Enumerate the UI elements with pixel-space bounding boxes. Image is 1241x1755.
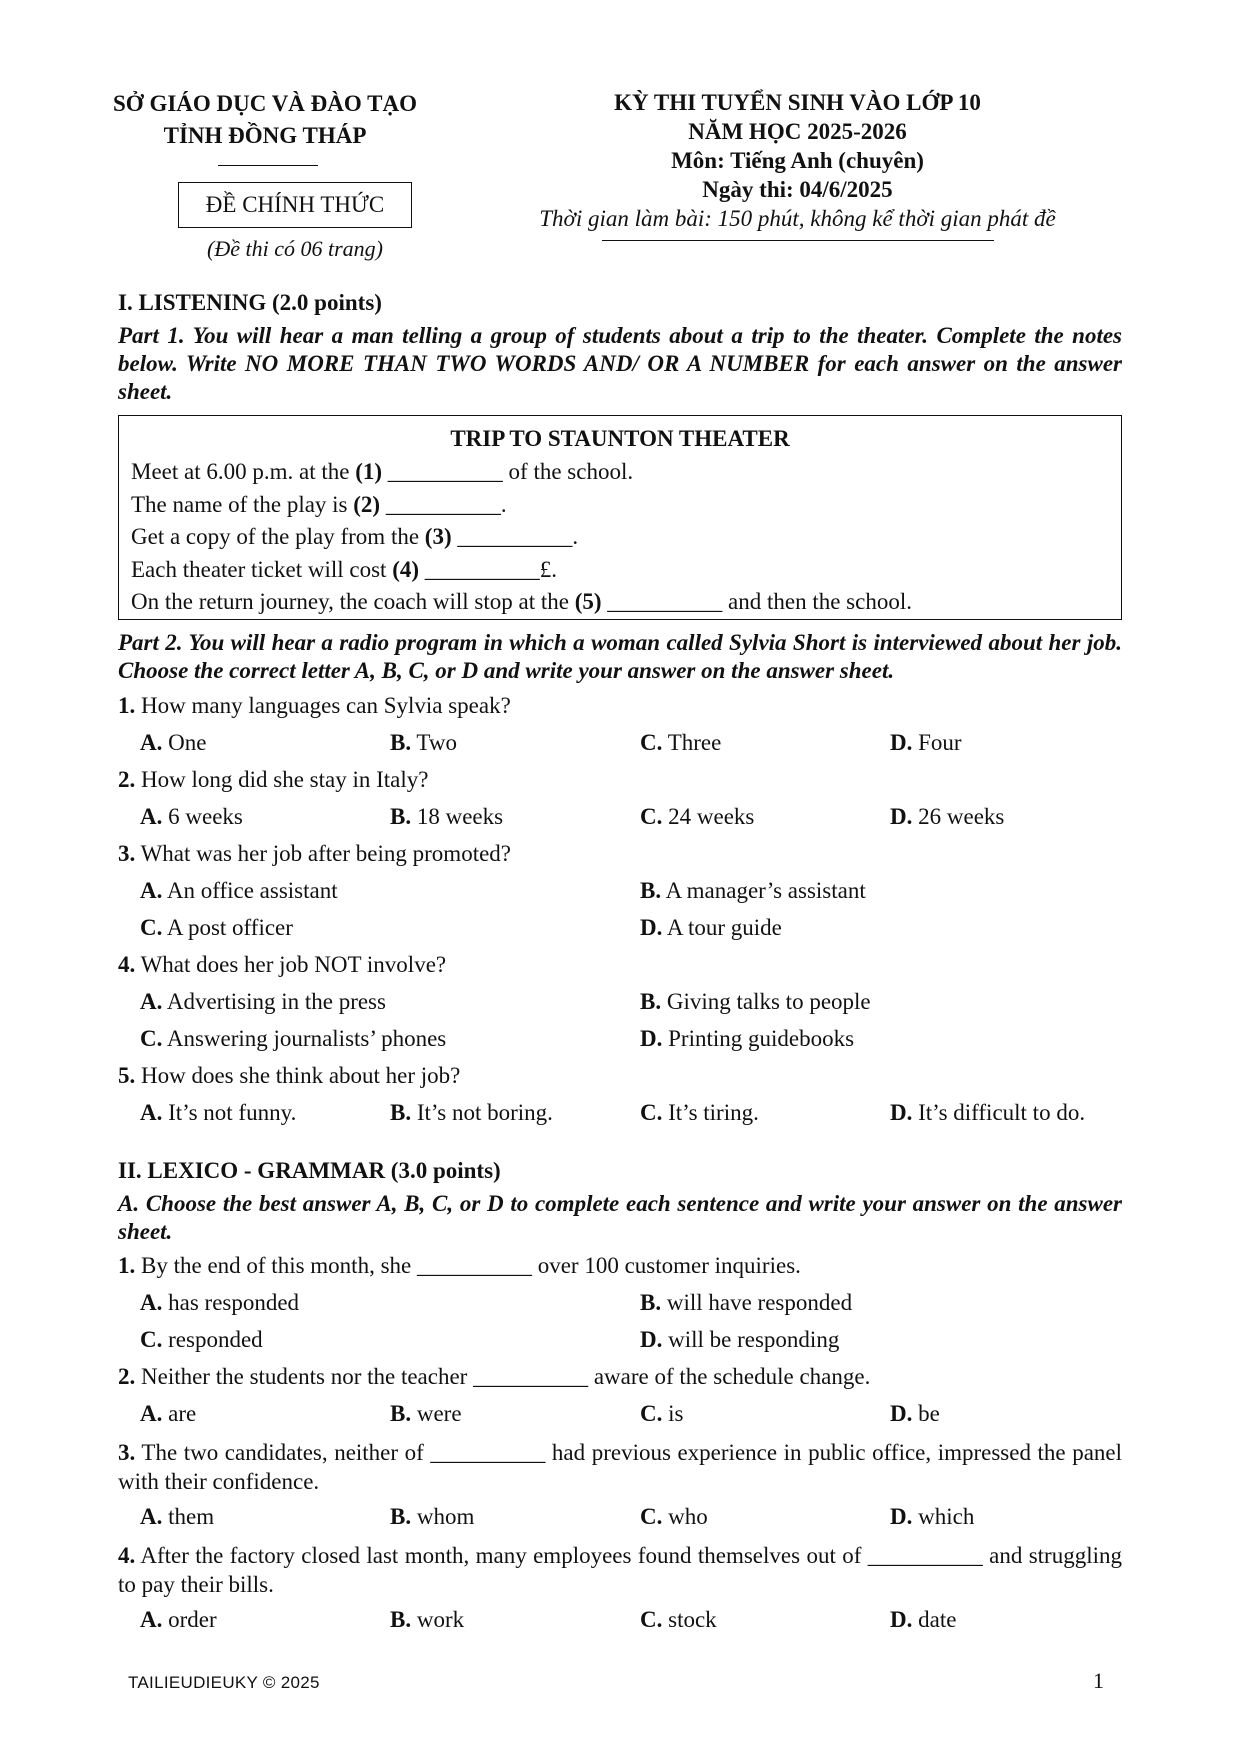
question: 3. What was her job after being promoted? [118, 841, 511, 866]
option-d: D. date [890, 1607, 957, 1632]
option-a: A. 6 weeks [140, 804, 243, 829]
department-name: SỞ GIÁO DỤC VÀ ĐÀO TẠO [113, 91, 417, 116]
option-b: B. will have responded [640, 1290, 853, 1315]
notes-title: TRIP TO STAUNTON THEATER [450, 426, 790, 451]
page-count-note: (Đề thi có 06 trang) [207, 236, 383, 261]
option-b: B. Giving talks to people [640, 989, 871, 1014]
official-exam-badge: ĐỀ CHÍNH THỨC [178, 182, 412, 228]
option-d: D. will be responding [640, 1327, 840, 1352]
note-line: On the return journey, the coach will stop at the (5) __________ and then the school. [131, 589, 912, 614]
option-b: B. Two [390, 730, 457, 755]
option-b: B. A manager’s assistant [640, 878, 866, 903]
option-a: A. Advertising in the press [140, 989, 386, 1014]
option-a: A. One [140, 730, 207, 755]
question: 1. How many languages can Sylvia speak? [118, 693, 511, 718]
school-year: NĂM HỌC 2025-2026 [688, 119, 907, 144]
option-a: A. It’s not funny. [140, 1100, 297, 1125]
option-a: A. are [140, 1401, 197, 1426]
question: 2. Neither the students nor the teacher __________ aware of the schedule change. [118, 1364, 871, 1389]
option-c: C. A post officer [140, 915, 293, 940]
option-b: B. 18 weeks [390, 804, 504, 829]
note-line: Get a copy of the play from the (3) __________. [131, 524, 579, 549]
option-c: C. 24 weeks [640, 804, 755, 829]
option-a: A. them [140, 1504, 215, 1529]
option-c: C. responded [140, 1327, 263, 1352]
option-d: D. A tour guide [640, 915, 782, 940]
note-line: Meet at 6.00 p.m. at the (1) __________ of the school. [131, 459, 634, 484]
section-listening-heading: I. LISTENING (2.0 points) [118, 290, 382, 315]
section-lexico-heading: II. LEXICO - GRAMMAR (3.0 points) [118, 1158, 501, 1183]
option-c: C. Three [640, 730, 722, 755]
province-name: TỈNH ĐỒNG THÁP [163, 123, 367, 148]
question: 4. What does her job NOT involve? [118, 952, 447, 977]
question: 2. How long did she stay in Italy? [118, 767, 429, 792]
header-left [95, 88, 435, 152]
header-right-divider [602, 240, 994, 241]
option-a: A. order [140, 1607, 217, 1632]
question: 1. By the end of this month, she __________ over 100 customer inquiries. [118, 1253, 801, 1278]
option-d: D. Four [890, 730, 962, 755]
question: 3. The two candidates, neither of __________ had previous experience in public office, impressed the panel with their confidence. [118, 1440, 1122, 1494]
partA-instruction: A. Choose the best answer A, B, C, or D to complete each sentence and write your answer on the answer sheet. [118, 1191, 1122, 1244]
option-d: D. 26 weeks [890, 804, 1005, 829]
part1-instruction: Part 1. You will hear a man telling a group of students about a trip to the theater. Complete the notes below. Write NO MORE THAN TWO WORDS AND/ OR A NUMBER for each answer on the answer sheet. [118, 323, 1122, 404]
option-a: A. has responded [140, 1290, 300, 1315]
option-d: D. which [890, 1504, 975, 1529]
option-c: C. It’s tiring. [640, 1100, 759, 1125]
exam-title: KỲ THI TUYỂN SINH VÀO LỚP 10 [614, 90, 981, 115]
note-line: The name of the play is (2) __________. [131, 492, 507, 517]
option-c: C. stock [640, 1607, 717, 1632]
option-b: B. It’s not boring. [390, 1100, 553, 1125]
option-c: C. who [640, 1504, 708, 1529]
page-number: 1 [1093, 1668, 1104, 1693]
notes-box [118, 415, 1122, 620]
header-right [470, 88, 1125, 233]
footer-brand: TAILIEUDIEUKY © 2025 [128, 1673, 320, 1692]
option-b: B. were [390, 1401, 462, 1426]
time-allowed: Thời gian làm bài: 150 phút, không kể thời gian phát đề [539, 206, 1056, 231]
option-d: D. It’s difficult to do. [890, 1100, 1086, 1125]
option-d: D. be [890, 1401, 940, 1426]
subject: Môn: Tiếng Anh (chuyên) [671, 148, 924, 173]
note-line: Each theater ticket will cost (4) __________£. [131, 557, 558, 582]
option-c: C. is [640, 1401, 684, 1426]
exam-date: Ngày thi: 04/6/2025 [702, 177, 893, 202]
question: 5. How does she think about her job? [118, 1063, 461, 1088]
header-left-divider [218, 165, 318, 166]
option-a: A. An office assistant [140, 878, 338, 903]
option-c: C. Answering journalists’ phones [140, 1026, 447, 1051]
option-d: D. Printing guidebooks [640, 1026, 855, 1051]
question: 4. After the factory closed last month, many employees found themselves out of __________ and struggling to pay their bills. [118, 1543, 1122, 1597]
option-b: B. work [390, 1607, 465, 1632]
option-b: B. whom [390, 1504, 475, 1529]
part2-instruction: Part 2. You will hear a radio program in which a woman called Sylvia Short is interviewed about her job. Choose the correct letter A, B, C, or D and write your answer on the answer sheet. [118, 630, 1122, 683]
